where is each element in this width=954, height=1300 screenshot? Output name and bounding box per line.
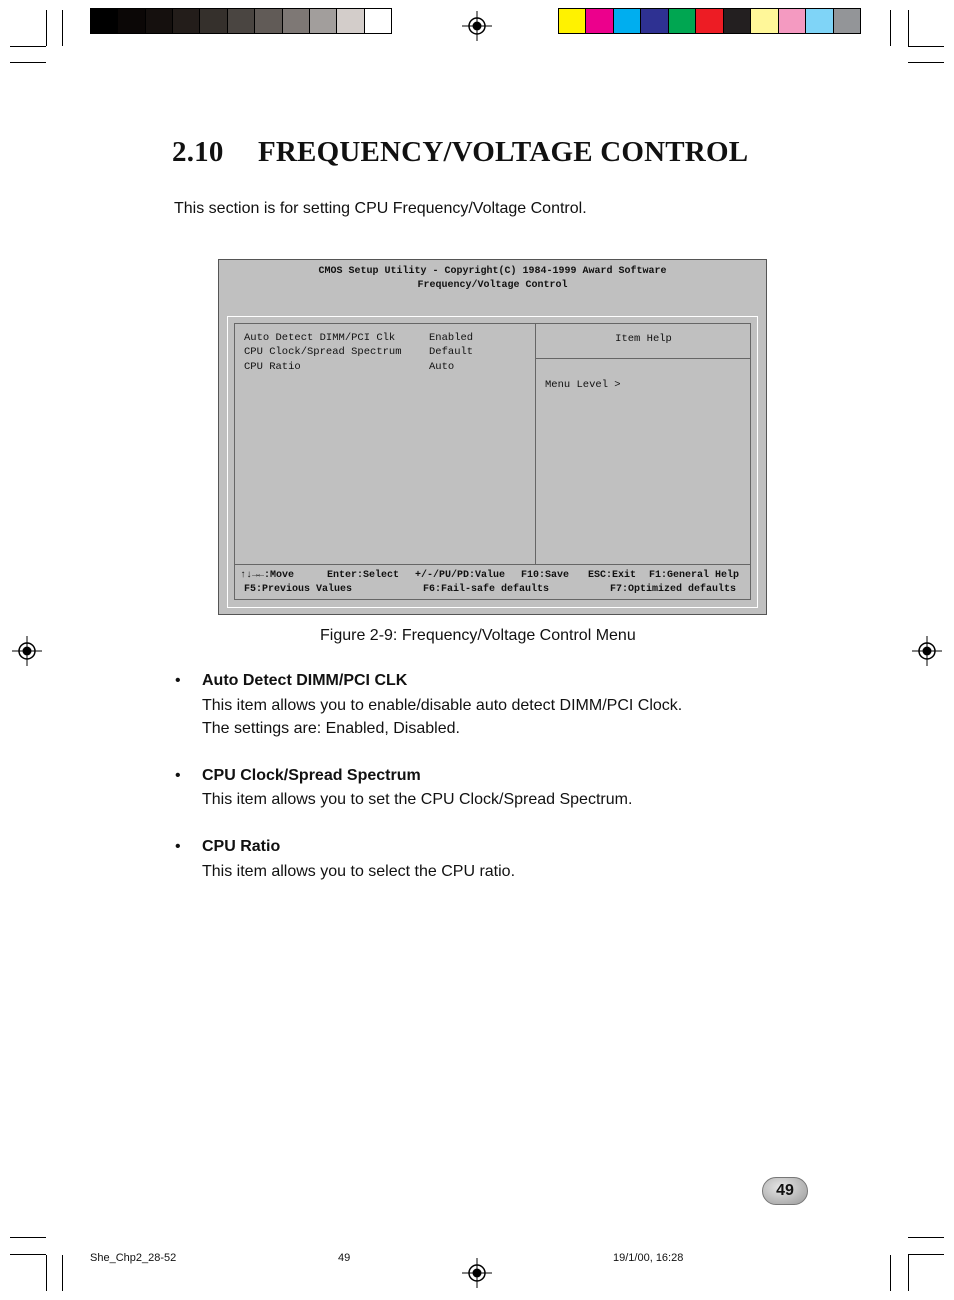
crop-mark <box>10 46 46 47</box>
crop-mark <box>46 10 47 46</box>
registration-mark-icon <box>12 636 42 666</box>
footer-value: +/-/PU/PD:Value <box>415 570 506 581</box>
footer-save: F10:Save <box>521 570 570 581</box>
color-swatch <box>669 9 696 33</box>
footer-exit: ESC:Exit <box>588 570 637 581</box>
registration-mark-icon <box>912 636 942 666</box>
bios-help-divider <box>536 358 751 359</box>
print-footer-page: 49 <box>338 1252 351 1264</box>
color-swatch <box>751 9 778 33</box>
crop-mark <box>10 62 46 63</box>
footer-failsafe: F6:Fail-safe defaults <box>423 584 550 595</box>
print-footer-datetime: 19/1/00, 16:28 <box>613 1252 684 1264</box>
bios-header-title: Frequency/Voltage Control <box>417 280 568 291</box>
bios-item-cpu-clock-label[interactable]: CPU Clock/Spread Spectrum <box>244 346 402 358</box>
footer-help: F1:General Help <box>649 570 740 581</box>
bullet-heading-cpu-ratio: CPU Ratio <box>202 838 281 855</box>
color-swatch <box>283 9 310 33</box>
bios-item-cpu-ratio-value[interactable]: Auto <box>429 361 455 373</box>
bios-header-copyright: CMOS Setup Utility - Copyright(C) 1984-1999 Award Software <box>318 266 667 277</box>
section-number: 2.10 <box>172 136 224 168</box>
figure-caption: Figure 2-9: Frequency/Voltage Control Menu <box>320 627 636 644</box>
bios-panel-divider <box>535 323 536 565</box>
crop-mark <box>62 10 63 46</box>
bios-item-auto-detect-value[interactable]: Enabled <box>429 332 474 344</box>
bios-screenshot <box>218 259 767 615</box>
grayscale-calibration-bar <box>90 8 392 34</box>
color-swatch <box>255 9 282 33</box>
color-swatch <box>696 9 723 33</box>
color-calibration-bar <box>558 8 861 34</box>
bios-menu-panel <box>234 323 751 565</box>
color-swatch <box>310 9 337 33</box>
color-swatch <box>365 9 391 33</box>
footer-move: ↑↓→←:Move <box>240 570 295 581</box>
menu-level-text: Menu Level > <box>545 379 621 391</box>
bios-item-cpu-ratio-label[interactable]: CPU Ratio <box>244 361 301 373</box>
crop-mark <box>10 1254 46 1255</box>
section-heading: FREQUENCY/VOLTAGE CONTROL <box>258 136 749 168</box>
bullet-body-line: This item allows you to select the CPU ratio. <box>202 863 516 880</box>
print-footer-file: She_Chp2_28-52 <box>90 1252 177 1264</box>
color-swatch <box>228 9 255 33</box>
crop-mark <box>908 62 944 63</box>
color-swatch <box>806 9 833 33</box>
crop-mark <box>62 1255 63 1291</box>
crop-mark <box>908 1254 944 1255</box>
color-swatch <box>200 9 227 33</box>
crop-mark <box>908 46 944 47</box>
section-intro: This section is for setting CPU Frequency/Voltage Control. <box>174 200 587 217</box>
color-swatch <box>779 9 806 33</box>
bullet-body-line: This item allows you to set the CPU Clock/Spread Spectrum. <box>202 791 633 808</box>
bullet-heading-cpu-clock: CPU Clock/Spread Spectrum <box>202 767 421 784</box>
bios-item-cpu-clock-value[interactable]: Default <box>429 346 474 358</box>
crop-mark <box>890 1255 891 1291</box>
registration-mark-icon <box>462 1258 492 1288</box>
crop-mark <box>908 1237 944 1238</box>
color-swatch <box>118 9 145 33</box>
section-title <box>172 136 748 169</box>
crop-mark <box>10 1237 46 1238</box>
color-swatch <box>834 9 860 33</box>
color-swatch <box>641 9 668 33</box>
crop-mark <box>908 1255 909 1291</box>
bullet-symbol: • <box>175 767 181 784</box>
page-number-badge: 49 <box>762 1177 808 1205</box>
color-swatch <box>586 9 613 33</box>
crop-mark <box>890 10 891 46</box>
bios-item-auto-detect-label[interactable]: Auto Detect DIMM/PCI Clk <box>244 332 396 344</box>
footer-enter: Enter:Select <box>327 570 400 581</box>
color-swatch <box>337 9 364 33</box>
color-swatch <box>614 9 641 33</box>
footer-optimized: F7:Optimized defaults <box>610 584 737 595</box>
color-swatch <box>724 9 751 33</box>
color-swatch <box>173 9 200 33</box>
registration-mark-icon <box>462 11 492 41</box>
color-swatch <box>91 9 118 33</box>
color-swatch <box>559 9 586 33</box>
bullet-symbol: • <box>175 672 181 689</box>
item-help-title: Item Help <box>615 333 672 345</box>
bullet-body-line: The settings are: Enabled, Disabled. <box>202 720 460 737</box>
color-swatch <box>146 9 173 33</box>
crop-mark <box>46 1255 47 1291</box>
bullet-symbol: • <box>175 838 181 855</box>
bullet-body-line: This item allows you to enable/disable auto detect DIMM/PCI Clock. <box>202 697 683 714</box>
crop-mark <box>908 10 909 46</box>
footer-previous: F5:Previous Values <box>244 584 353 595</box>
bullet-heading-auto-detect: Auto Detect DIMM/PCI CLK <box>202 672 408 689</box>
